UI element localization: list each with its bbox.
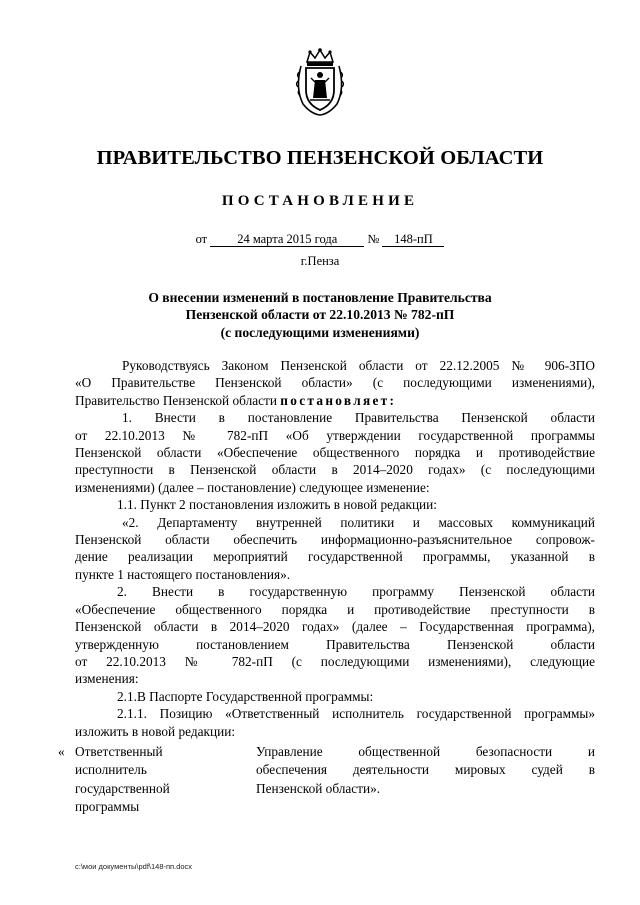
body-line: от 22.10.2013 № 782-пП (с последующими изменениями), следующие — [75, 653, 595, 669]
government-title: ПРАВИТЕЛЬСТВО ПЕНЗЕНСКОЙ ОБЛАСТИ — [96, 147, 544, 169]
body-line: 2. Внести в государственную программу Пензенской области — [117, 584, 595, 600]
document-subject — [0, 289, 640, 341]
document-date: 24 марта 2015 года — [210, 233, 364, 247]
file-path-footer: c:\мои документы\pdf\148-пп.docx — [75, 862, 193, 871]
body-line: 1.1. Пункт 2 постановления изложить в новой редакции: — [117, 497, 437, 513]
body-line: «Обеспечение общественного порядка и противодействие преступности в — [75, 601, 595, 617]
table-cell-label: Ответственный исполнитель государственной программы — [75, 744, 170, 815]
body-line: 2.1.В Паспорте Государственной программы: — [117, 688, 374, 704]
body-line: изменения: — [75, 671, 139, 687]
document-type: ПОСТАНОВЛЕНИЕ — [221, 193, 419, 209]
document-number: 148-пП — [382, 233, 444, 247]
document-body — [75, 357, 595, 740]
body-line: 2.1.1. Позицию «Ответственный исполнитель государственной программы» — [117, 706, 595, 722]
table-cell-value — [256, 743, 595, 798]
body-line: пункте 1 настоящего постановления». — [75, 566, 291, 582]
coat-of-arms-icon — [293, 48, 347, 116]
body-text-run: Правительство Пензенской области — [75, 392, 281, 408]
body-line: изменениями) (далее – постановление) следующее изменение: — [75, 479, 430, 495]
quoted-table-row — [58, 743, 595, 813]
date-number-line — [0, 232, 640, 247]
body-line: Пензенской области в 2014–2020 годах» (далее – Государственная программа), — [75, 619, 595, 635]
subject-line: Пензенской области от 22.10.2013 № 782-пП — [185, 307, 455, 323]
subject-line: О внесении изменений в постановление Правительства — [148, 290, 492, 305]
decree-keyword: постановляет: — [280, 392, 397, 408]
body-line: Руководствуясь Законом Пензенской области от 22.12.2005 № 906-ЗПО — [122, 358, 595, 373]
date-prefix: от — [195, 232, 208, 246]
body-line: 1. Внести в постановление Правительства Пензенской области — [122, 410, 595, 426]
body-line — [75, 392, 595, 409]
body-line: Пензенской области «Обеспечение общественного порядка и противодействие — [75, 445, 595, 461]
body-line: от 22.10.2013 № 782-пП «Об утверждении государственной программы — [75, 427, 595, 443]
subject-line: (с последующими изменениями) — [220, 324, 420, 340]
body-line: изложить в новой редакции: — [75, 723, 236, 739]
table-cell-line: Управление общественной безопасности и — [256, 744, 595, 759]
open-quote-mark: « — [58, 744, 65, 759]
body-line: «О Правительстве Пензенской области» (с последующими изменениями), — [75, 375, 595, 391]
body-line: дение реализации мероприятий государственной программы, указанной в — [75, 549, 595, 565]
body-line: Пензенской области обеспечить информационно-разъяснительное сопровож- — [75, 532, 595, 548]
number-sign: № — [367, 232, 380, 246]
body-line: «2. Департаменту внутренней политики и массовых коммуникаций — [122, 514, 595, 530]
city: г.Пенза — [300, 254, 340, 268]
body-line: утвержденную постановлением Правительства Пензенской области — [75, 636, 595, 652]
table-cell-line: обеспечения деятельности мировых судей в — [256, 762, 595, 778]
body-line: преступности в Пензенской области в 2014–2020 годах» (с последующими — [75, 462, 595, 478]
table-cell-line: Пензенской области». — [256, 780, 381, 796]
